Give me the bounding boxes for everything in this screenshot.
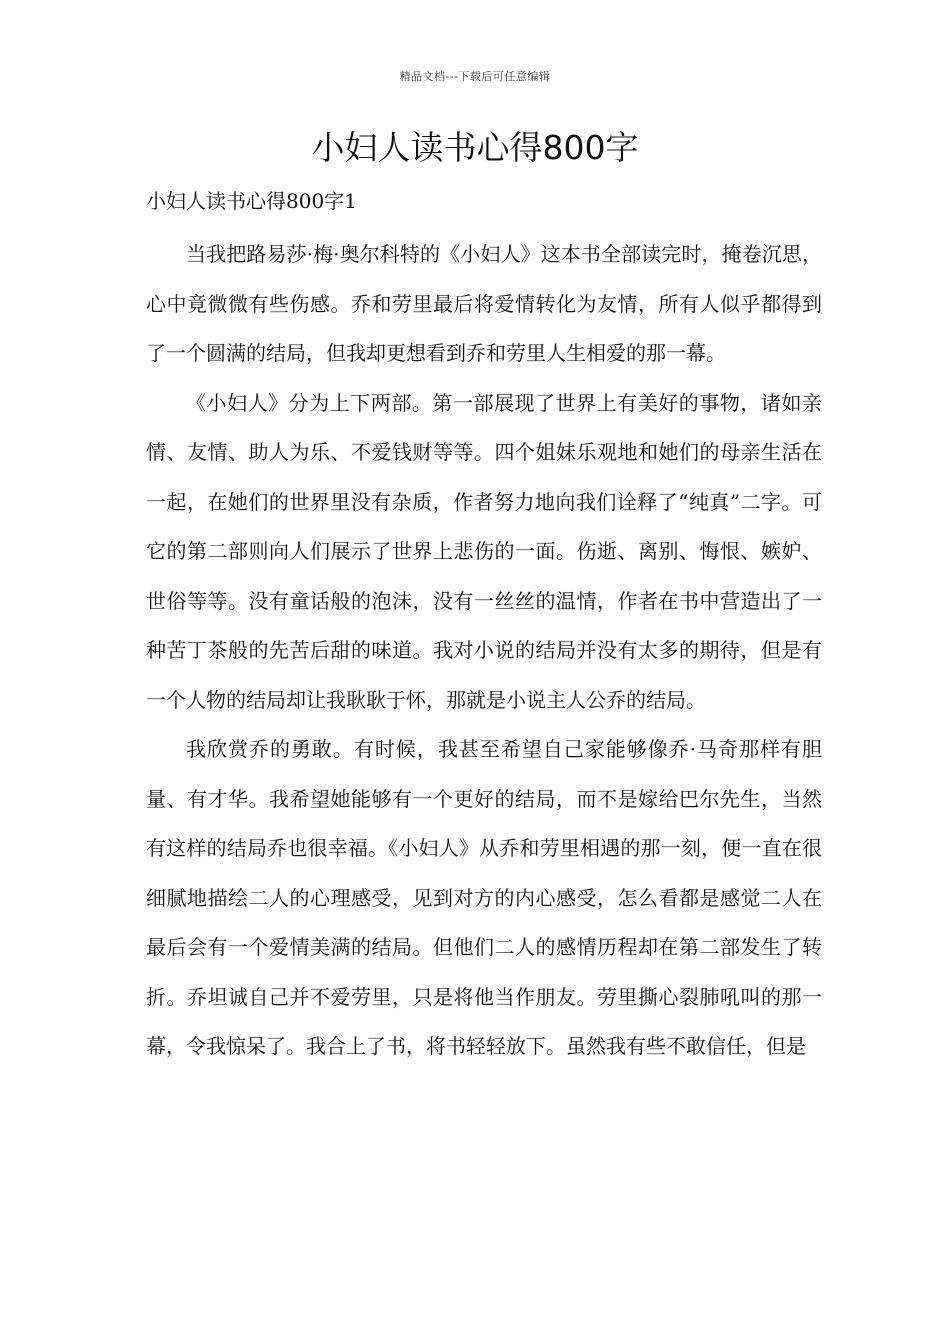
paragraph: 当我把路易莎·梅·奥尔科特的《小妇人》这本书全部读完时，掩卷沉思，心中竟微微有些伤感。乔和劳里最后将爱情转化为友情，所有人似乎都得到了一个圆满的结局，但我却更想看到乔和劳里人生相爱的那一幕。 (146, 242, 822, 365)
paragraph: 《小妇人》分为上下两部。第一部展现了世界上有美好的事物，诸如亲情、友情、助人为乐、不爱钱财等等。四个姐妹乐观地和她们的母亲生活在一起，在她们的世界里没有杂质，作者努力地向我们诠释了“纯真”二字。可它的第二部则向人们展示了世界上悲伤的一面。伤逝、离别、悔恨、嫉妒、世俗等等。没有童话般的泡沫，没有一丝丝的温情，作者在书中营造出了一种苦丁茶般的先苦后甜的味道。我对小说的结局并没有太多的期待，但是有一个人物的结局却让我耿耿于怀，那就是小说主人公乔的结局。 (146, 390, 822, 712)
document-body (146, 230, 822, 1072)
page-title: 小妇人读书心得800字 (311, 128, 639, 167)
header-note: 精品文档---下载后可任意编辑 (399, 70, 551, 83)
document-subtitle: 小妇人读书心得800字1 (146, 189, 357, 213)
paragraph: 我欣赏乔的勇敢。有时候，我甚至希望自己家能够像乔·马奇那样有胆量、有才华。我希望她能够有一个更好的结局，而不是嫁给巴尔先生，当然有这样的结局乔也很幸福。《小妇人》从乔和劳里相遇的那一刻，便一直在很细腻地描绘二人的心理感受，见到对方的内心感受，怎么看都是感觉二人在最后会有一个爱情美满的结局。但他们二人的感情历程却在第二部发生了转折。乔坦诚自己并不爱劳里，只是将他当作朋友。劳里撕心裂肺吼叫的那一幕，令我惊呆了。我合上了书，将书轻轻放下。虽然我有些不敢信任，但是 (146, 737, 822, 1058)
